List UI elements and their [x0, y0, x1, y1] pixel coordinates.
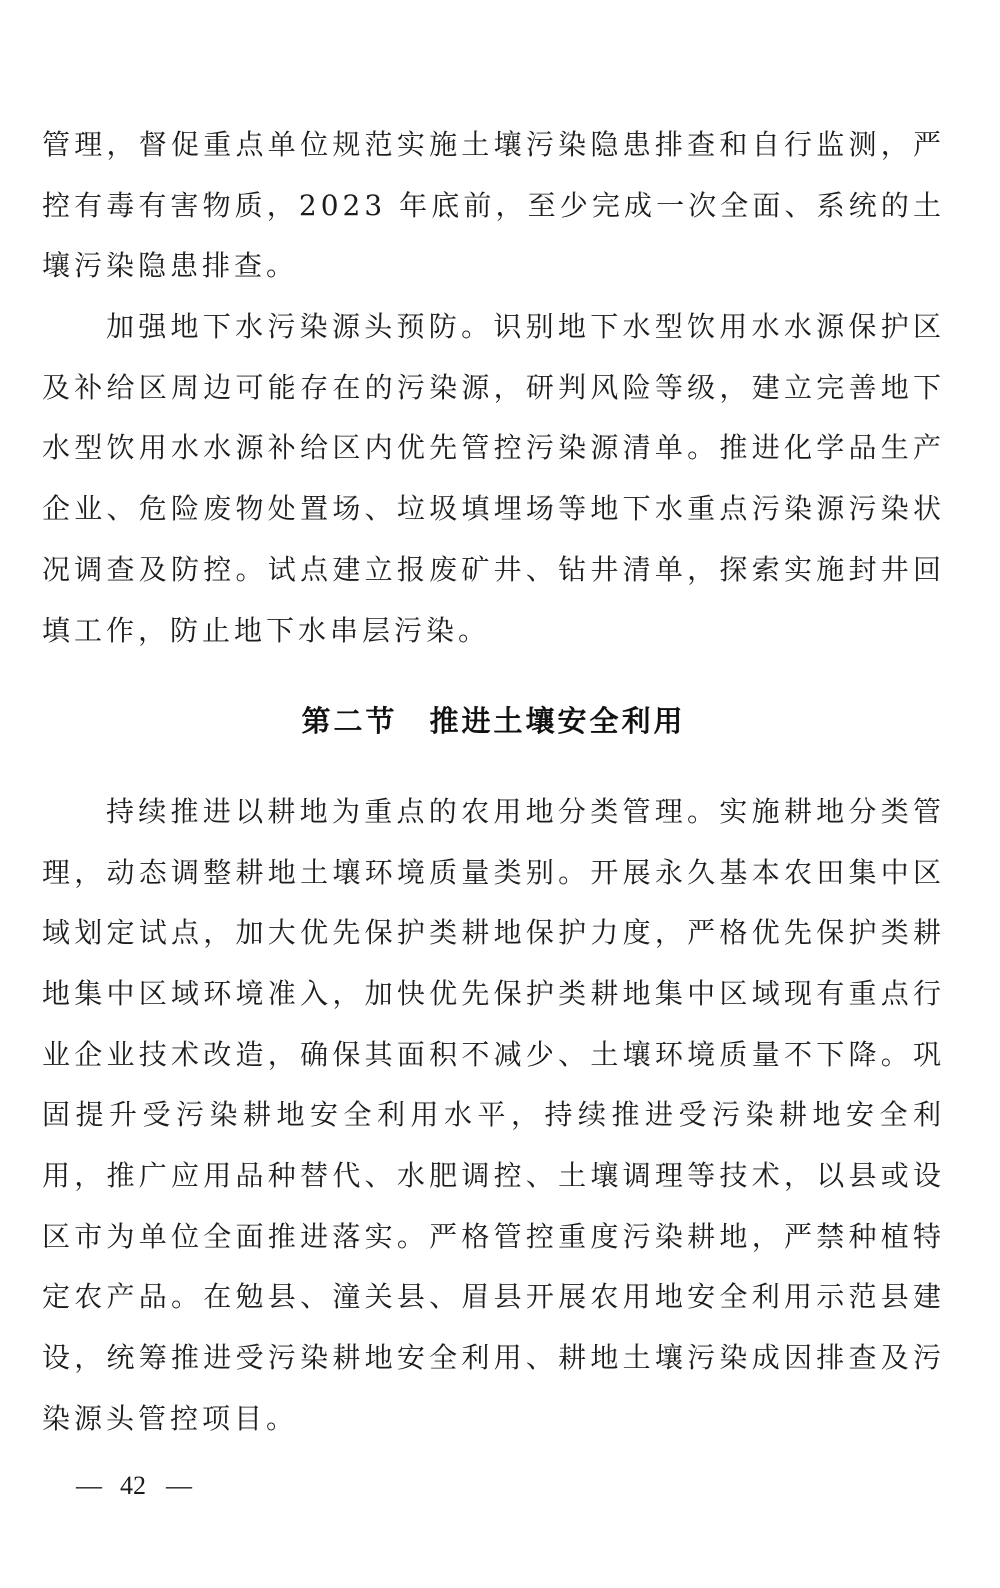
paragraph-line: 地集中区域环境准入，加快优先保护类耕地集中区域现有重点行: [42, 976, 945, 1010]
page-body: [42, 115, 945, 1449]
paragraph-line: 定农产品。在勉县、潼关县、眉县开展农用地安全利用示范县建: [42, 1280, 945, 1314]
paragraph-line: 及补给区周边可能存在的污染源，研判风险等级，建立完善地下: [42, 370, 945, 404]
paragraph-line: 业企业技术改造，确保其面积不减少、土壤环境质量不下降。巩: [42, 1037, 945, 1071]
paragraph-line: 水型饮用水水源补给区内优先管控污染源清单。推进化学品生产: [42, 431, 945, 465]
paragraph-line: 企业、危险废物处置场、垃圾填埋场等地下水重点污染源污染状: [42, 492, 945, 526]
paragraph: [42, 297, 945, 661]
paragraph-line: 设，统筹推进受污染耕地安全利用、耕地土壤污染成因排查及污: [42, 1341, 945, 1375]
footer-dash-left: —: [76, 1471, 102, 1500]
paragraph-line: 染源头管控项目。: [42, 1401, 299, 1435]
paragraph-line: 用，推广应用品种替代、水肥调控、土壤调理等技术，以县或设: [42, 1158, 945, 1192]
page-number: 42: [120, 1471, 146, 1500]
paragraph: [42, 115, 945, 297]
footer-dash-right: —: [166, 1471, 192, 1500]
paragraph-line: 固提升受污染耕地安全利用水平，持续推进受污染耕地安全利: [42, 1098, 945, 1132]
paragraph-line: 况调查及防控。试点建立报废矿井、钻井清单，探索实施封井回: [42, 552, 945, 586]
paragraph-line: 壤污染隐患排查。: [42, 249, 299, 283]
section-heading: 第二节 推进土壤安全利用: [301, 703, 686, 738]
paragraph-line: 填工作，防止地下水串层污染。: [42, 613, 491, 647]
paragraph-line: 理，动态调整耕地土壤环境质量类别。开展永久基本农田集中区: [42, 855, 945, 889]
page-footer: [76, 1470, 192, 1502]
paragraph-line: 区市为单位全面推进落实。严格管控重度污染耕地，严禁种植特: [42, 1219, 945, 1253]
paragraph-line: 管理，督促重点单位规范实施土壤污染隐患排查和自行监测，严: [42, 128, 945, 161]
paragraph: [42, 782, 945, 1450]
paragraph-line: 控有毒有害物质，2023 年底前，至少完成一次全面、系统的土: [42, 188, 945, 222]
paragraph-line: 域划定试点，加大优先保护类耕地保护力度，严格优先保护类耕: [42, 916, 945, 950]
paragraph-line: 持续推进以耕地为重点的农用地分类管理。实施耕地分类管: [106, 794, 945, 828]
paragraph-line: 加强地下水污染源头预防。识别地下水型饮用水水源保护区: [106, 310, 945, 344]
